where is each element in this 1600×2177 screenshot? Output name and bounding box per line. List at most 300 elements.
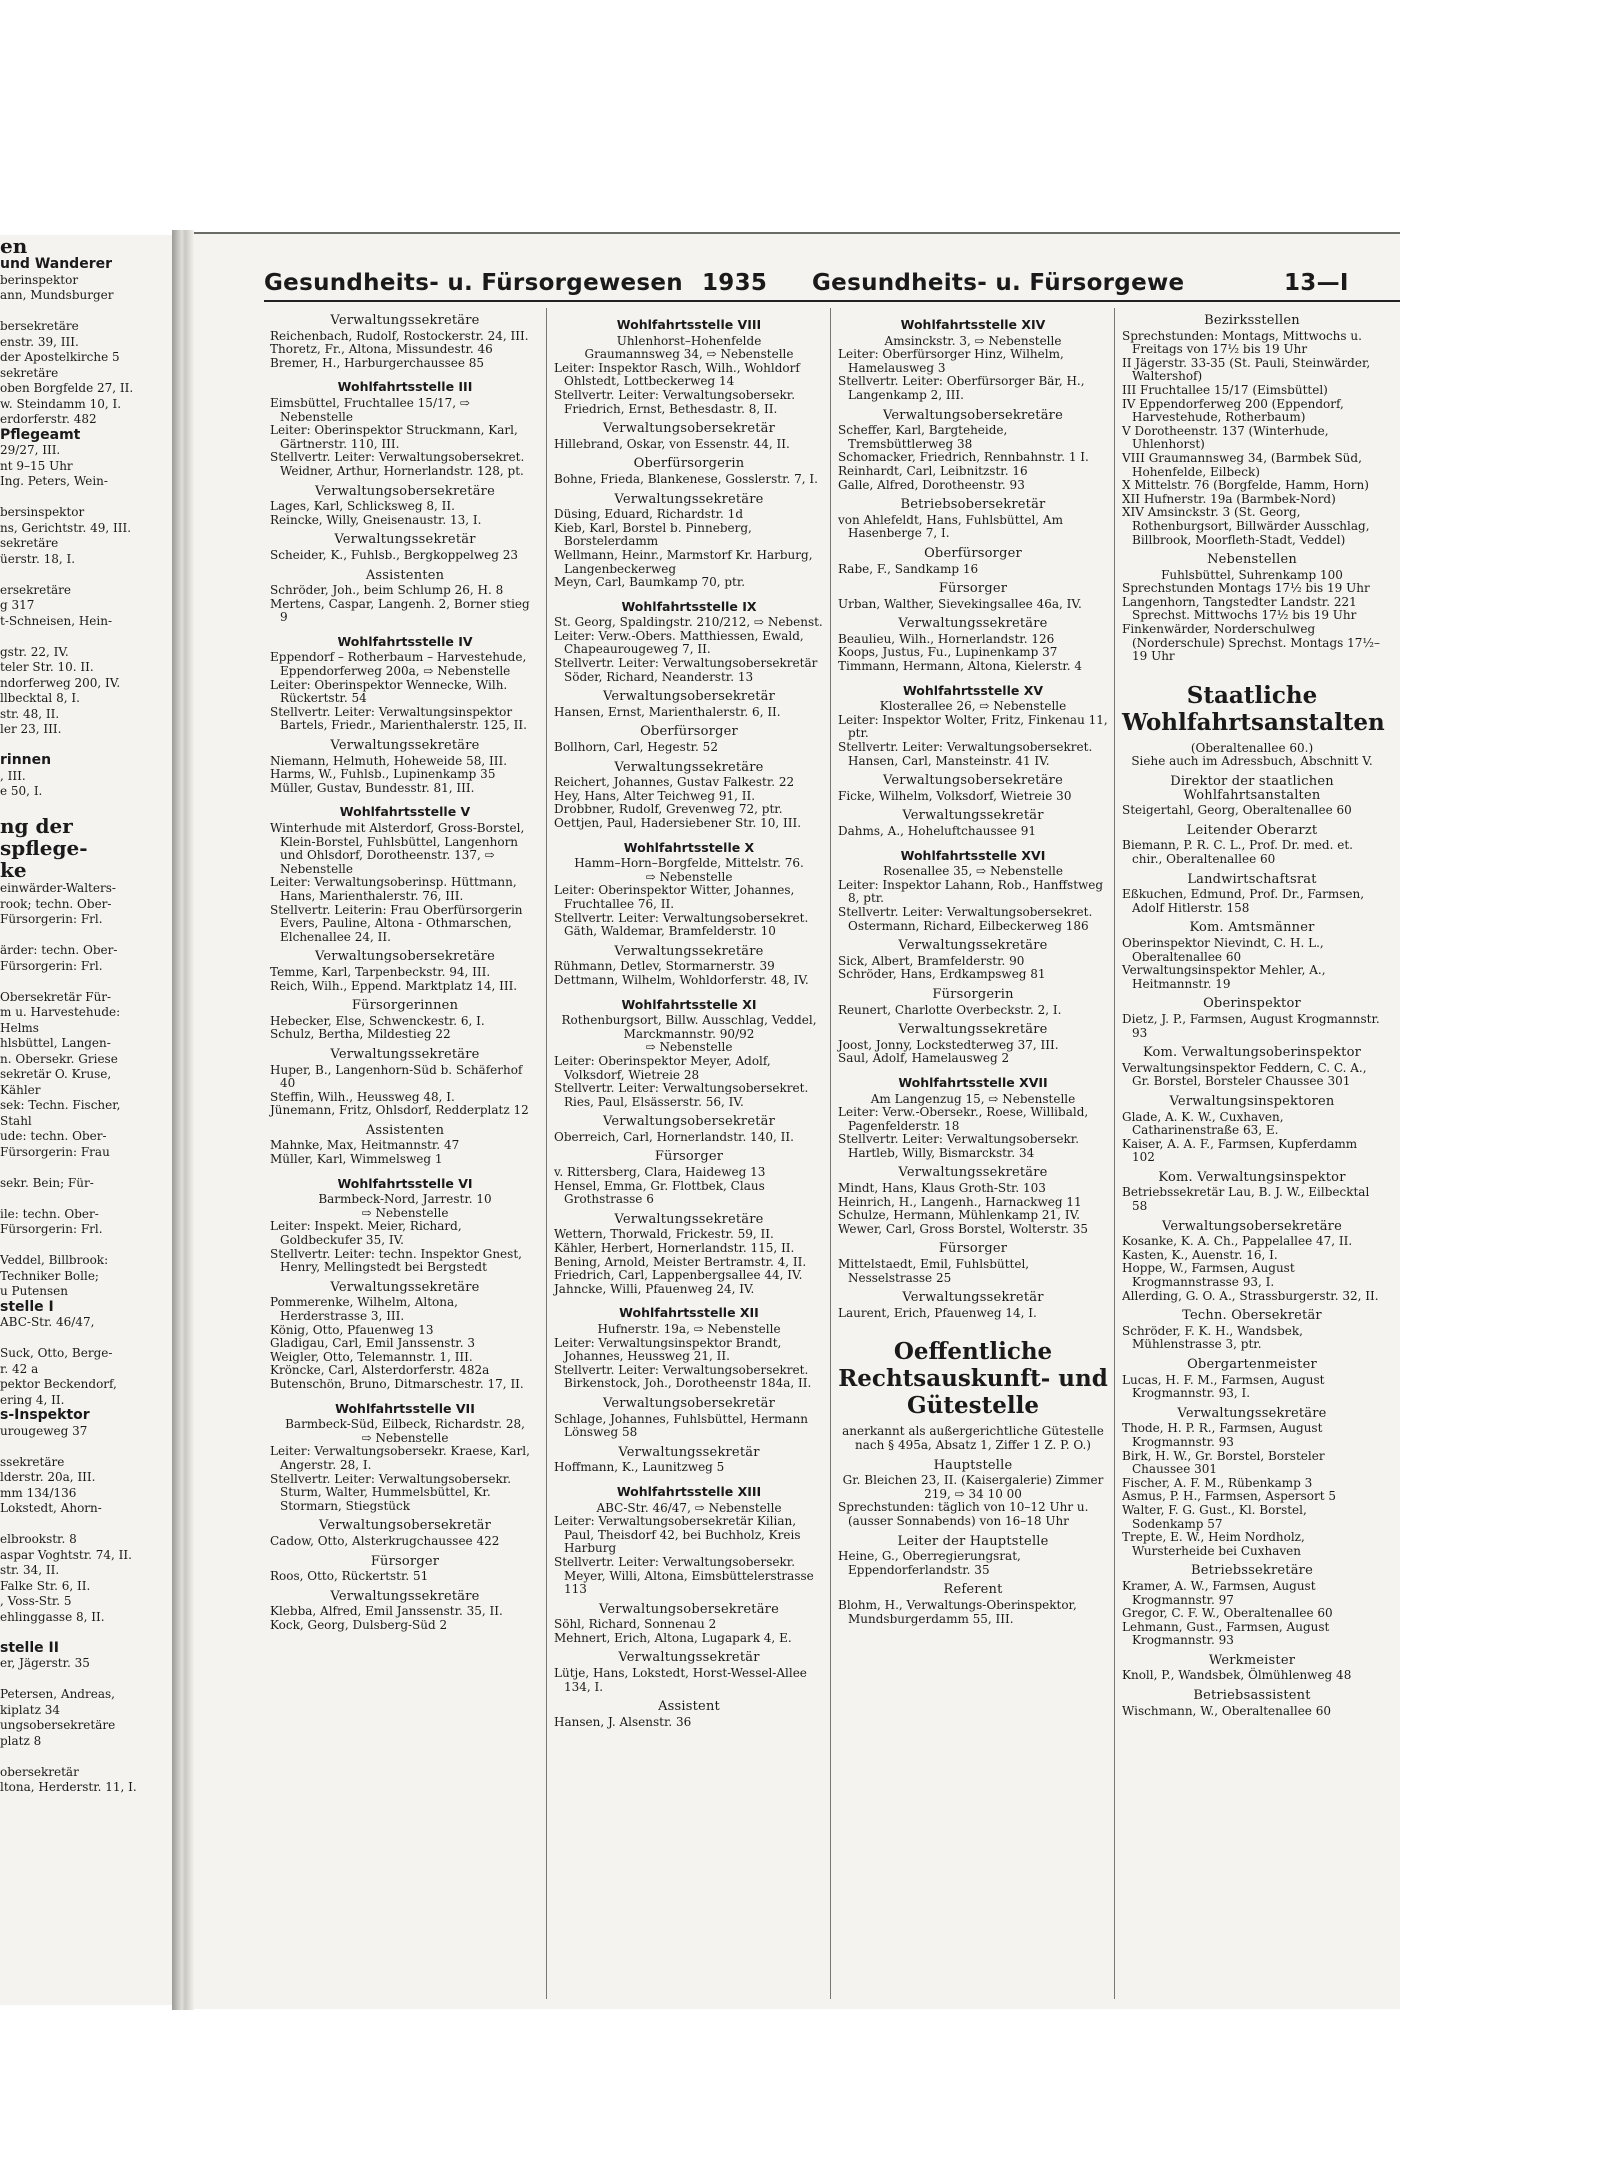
subsection-heading: Oberfürsorgerin (633, 456, 745, 472)
subsection-heading: Assistenten (365, 567, 445, 583)
directory-entry: Schröder, Joh., beim Schlump 26, H. 8 (270, 583, 504, 598)
directory-entry: Leiter: Oberinspektor Struckmann, Karl, Gärtnerstr. 110, III. (270, 423, 518, 451)
directory-entry: Thode, H. P. R., Farmsen, August Krogmannstr. 93 (1122, 1421, 1323, 1449)
fragment-heading: ke (0, 858, 27, 882)
directory-entry: Betriebssekretär Lau, B. J. W., Eilbecktal 58 (1122, 1185, 1370, 1214)
fragment-line (0, 1331, 172, 1347)
fragment-line: Stahl (0, 1113, 32, 1128)
subsection-heading: Betriebsobersekretär (900, 497, 1046, 513)
fragment-line: w. Steindamm 10, I. (0, 396, 122, 411)
directory-entry: Oettjen, Paul, Hadersiebener Str. 10, III. (554, 816, 802, 830)
subsection-heading: Verwaltungsinspektoren (1169, 1093, 1335, 1109)
section-heading: Wohlfahrtsstelle XV (902, 682, 1044, 698)
directory-entry: Meyn, Carl, Baumkamp 70, ptr. (554, 575, 746, 590)
fragment-line (0, 1517, 172, 1533)
subsection-heading: Verwaltungsobersekretäre (1162, 1218, 1342, 1234)
subsection-heading: Verwaltungssekretär (618, 1444, 760, 1460)
centered-line: Fuhlsbüttel, Suhrenkamp 100 (1161, 567, 1343, 582)
directory-entry: Stellvertr. Leiterin: Frau Oberfürsorgerin Evers, Pauline, Altona - Othmarschen, Elchenallee 24, II. (270, 902, 523, 944)
fragment-line: bersekretäre (0, 319, 79, 333)
subsection-heading: Assistent (658, 1699, 720, 1715)
fragment-line: ltona, Herderstr. 11, I. (0, 1780, 137, 1794)
directory-entry: VIII Graumannsweg 34, (Barmbek Süd, Hohenfelde, Eilbeck) (1122, 450, 1362, 479)
directory-entry: Reichenbach, Rudolf, Rostockerstr. 24, III. (270, 328, 529, 343)
directory-entry: Leiter: Verw.-Obers. Matthiessen, Ewald, Chapeaurougeweg 7, II. (554, 628, 804, 657)
subsection-heading: Verwaltungsobersekretäre (315, 949, 495, 965)
fragment-line: obersekretär (0, 1764, 79, 1779)
directory-entry: Bremer, H., Harburgerchaussee 85 (270, 355, 485, 370)
directory-entry: Eimsbüttel, Fruchtallee 15/17, ⇨ Nebenstelle (270, 395, 470, 424)
subsection-heading: Fürsorgerinnen (351, 998, 459, 1014)
subsection-heading: Verwaltungssekretäre (614, 1211, 764, 1227)
directory-entry: V Dorotheenstr. 137 (Winterhude, Uhlenhorst) (1122, 423, 1329, 452)
fragment-line (0, 567, 172, 583)
directory-entry: Saul, Adolf, Hamelausweg 2 (838, 1051, 1010, 1066)
directory-entry: Huper, B., Langenhorn-Süd b. Schäferhof 40 (270, 1062, 523, 1091)
subsection-heading: Verwaltungssekretär (902, 1290, 1044, 1306)
fragment-line: e 50, I. (0, 784, 43, 798)
fragment-line: , III. (0, 768, 26, 783)
section-heading: Wohlfahrtsstelle V (339, 804, 471, 820)
directory-entry: Oberinspektor Nievindt, C. H. L., Oberaltenallee 60 (1122, 935, 1324, 964)
centered-line: ⇨ Nebenstelle (361, 1430, 449, 1445)
fragment-heading: ng der (0, 814, 73, 838)
directory-entry: Drobbner, Rudolf, Grevenweg 72, ptr. (554, 802, 783, 817)
directory-entry: Bollhorn, Carl, Hegestr. 52 (554, 740, 718, 755)
book-gutter (172, 230, 194, 2010)
subsection-heading: Landwirtschaftsrat (1187, 871, 1317, 887)
directory-entry: Schröder, Hans, Erdkampsweg 81 (838, 967, 1046, 982)
subsection-heading: Assistenten (365, 1122, 445, 1138)
directory-entry: Schulze, Hermann, Mühlenkamp 21, IV. (838, 1208, 1080, 1223)
fragment-line: Petersen, Andreas, (0, 1687, 115, 1701)
directory-entry: Urban, Walther, Sievekingsallee 46a, IV. (838, 596, 1082, 611)
directory-entry: Lucas, H. F. M., Farmsen, August Krogmannstr. 93, I. (1122, 1372, 1325, 1401)
directory-entry: Trepte, E. W., Heim Nordholz, Wursterheide bei Cuxhaven (1122, 1530, 1305, 1558)
column-4 (1116, 308, 1388, 1999)
subsection-heading: Verwaltungssekretäre (898, 1022, 1048, 1038)
fragment-line: ile: techn. Ober- (0, 1206, 99, 1221)
directory-entry: Walter, F. G. Gust., Kl. Borstel, Sodenkamp 57 (1122, 1502, 1307, 1531)
directory-entry: Leiter: Oberinspektor Witter, Johannes, Fruchtallee 76, II. (554, 883, 795, 911)
section-heading: Wohlfahrtsstelle XIII (616, 1483, 762, 1499)
centered-line: Rosenallee 35, ⇨ Nebenstelle (883, 864, 1063, 879)
subsection-heading: Verwaltungssekretär (334, 532, 476, 548)
subsection-heading: Verwaltungssekretär (902, 808, 1044, 824)
fragment-heading: rinnen (0, 752, 52, 768)
column-1 (264, 308, 547, 1999)
header-year: 1935 (702, 270, 768, 296)
directory-entry: Birk, H. W., Gr. Borstel, Borsteler Chaussee 301 (1122, 1448, 1325, 1477)
directory-entry: Wewer, Carl, Gross Borstel, Wolterstr. 35 (838, 1221, 1088, 1236)
directory-entry: Heine, G., Oberregierungsrat, Eppendorferlandstr. 35 (838, 1549, 1021, 1577)
directory-entry: Stellvertr. Leiter: Verwaltungsobersekr. Meyer, Willi, Altona, Eimsbüttelerstrasse 113 (554, 1554, 814, 1597)
subsection-heading: Verwaltungssekretäre (898, 1165, 1048, 1181)
subsection-heading: Techn. Obersekretär (1182, 1308, 1322, 1324)
fragment-line: er, Jägerstr. 35 (0, 1656, 90, 1670)
fragment-line: oben Borgfelde 27, II. (0, 381, 134, 395)
directory-entry: Temme, Karl, Tarpenbeckstr. 94, III. (270, 964, 491, 979)
directory-entry: Stellvertr. Leiter: Verwaltungsobersekret. Weidner, Arthur, Hornerlandstr. 128, pt. (270, 450, 525, 478)
directory-entry: Hensel, Emma, Gr. Flottbek, Claus Grothstrasse 6 (554, 1178, 765, 1207)
fragment-line (0, 629, 172, 645)
section-heading: Wohlfahrtsstelle III (337, 379, 473, 395)
directory-entry: Heinrich, H., Langenh., Harnackweg 11 (838, 1194, 1082, 1209)
centered-line: Rothenburgsort, Billw. Ausschlag, Veddel, Marckmannstr. 90/92 (561, 1013, 817, 1041)
fragment-line: u Putensen (0, 1284, 68, 1298)
section-heading: Wohlfahrtsstelle XI (621, 996, 757, 1012)
subsection-heading: Verwaltungsobersekretäre (883, 407, 1063, 423)
subsection-heading: Oberfürsorger (640, 724, 738, 740)
directory-entry: König, Otto, Pfauenweg 13 (270, 1322, 434, 1337)
subsection-heading: Verwaltungssekretär (618, 1650, 760, 1666)
directory-entry: Roos, Otto, Rückertstr. 51 (270, 1569, 429, 1584)
fragment-line: str. 34, II. (0, 1563, 60, 1577)
subsection-heading: Verwaltungssekretäre (330, 738, 480, 754)
section-heading: Wohlfahrtsstelle XII (619, 1305, 759, 1321)
directory-entry: II Jägerstr. 33-35 (St. Pauli, Steinwärder, Waltershof) (1122, 355, 1371, 384)
subsection-heading: Verwaltungssekretäre (898, 938, 1048, 954)
running-header (264, 262, 1400, 302)
directory-entry: Kieb, Karl, Borstel b. Pinneberg, Borstelerdamm (554, 520, 752, 549)
directory-entry: Söhl, Richard, Sonnenau 2 (554, 1617, 717, 1632)
fragment-line (0, 490, 172, 506)
directory-entry: Allerding, G. O. A., Strassburgerstr. 32, II. (1122, 1288, 1379, 1303)
fragment-line: Veddel, Billbrook: (0, 1253, 109, 1267)
fragment-line: Fürsorgerin: Frau (0, 1144, 110, 1159)
directory-entry: Hillebrand, Oskar, von Essenstr. 44, II. (554, 436, 790, 451)
fragment-line: mm 134/136 (0, 1485, 77, 1500)
directory-entry: Rühmann, Detlev, Stormarnerstr. 39 (554, 959, 775, 974)
directory-entry: Stellvertr. Leiter: Verwaltungsobersekret. Ries, Paul, Elsässerstr. 56, IV. (554, 1081, 809, 1109)
directory-entry: Blohm, H., Verwaltungs-Oberinspektor, Mundsburgerdamm 55, III. (838, 1597, 1077, 1626)
directory-entry: Leiter: Verw.-Obersekr., Roese, Willibald, Pagenfelderstr. 18 (838, 1105, 1089, 1133)
major-heading: Oeffentliche Rechtsauskunft- und Gütestelle (838, 1338, 1108, 1420)
directory-entry: Hoppe, W., Farmsen, August Krogmannstrasse 93, I. (1122, 1261, 1295, 1290)
directory-entry: Sprechstunden: täglich von 10–12 Uhr u. (ausser Sonnabends) von 16–18 Uhr (838, 1500, 1089, 1528)
fragment-line: Kähler (0, 1082, 41, 1097)
fragment-line: ABC-Str. 46/47, (0, 1315, 95, 1329)
directory-entry: Stellvertr. Leiter: techn. Inspektor Gnest, Henry, Mellingstedt bei Bergstedt (270, 1246, 522, 1275)
fragment-line: Techniker Bolle; (0, 1268, 99, 1283)
directory-entry: Gladigau, Carl, Emil Janssenstr. 3 (270, 1336, 475, 1351)
directory-entry: Kasten, K., Auenstr. 16, I. (1122, 1247, 1278, 1262)
directory-entry: Beaulieu, Wilh., Hornerlandstr. 126 (838, 631, 1055, 646)
section-heading: Wohlfahrtsstelle IV (337, 633, 473, 649)
section-heading: Wohlfahrtsstelle VII (335, 1400, 475, 1416)
fragment-line (0, 974, 172, 990)
directory-entry: Eppendorf – Rotherbaum – Harvestehude, Eppendorferweg 200a, ⇨ Nebenstelle (270, 650, 527, 679)
directory-entry: Galle, Alfred, Dorotheenstr. 93 (838, 477, 1025, 492)
directory-entry: Lehmann, Gust., Farmsen, August Krogmannstr. 93 (1122, 1619, 1330, 1648)
directory-entry: Leiter: Verwaltungsobersekretär Kilian, Paul, Theisdorf 42, bei Buchholz, Kreis Harburg (554, 1514, 801, 1556)
subsection-heading: Verwaltungssekretäre (898, 616, 1048, 632)
centered-line: Barmbeck-Süd, Eilbeck, Richardstr. 28, (285, 1417, 525, 1432)
directory-entry: Schröder, F. K. H., Wandsbek, Mühlenstrasse 3, ptr. (1122, 1323, 1303, 1352)
directory-entry: Reichert, Johannes, Gustav Falkestr. 22 (554, 775, 795, 790)
directory-entry: Reinhardt, Carl, Leibnitzstr. 16 (838, 463, 1028, 478)
directory-entry: Hoffmann, K., Launitzweg 5 (554, 1460, 725, 1475)
directory-entry: Leiter: Inspekt. Meier, Richard, Goldbeckufer 35, IV. (270, 1219, 462, 1248)
directory-entry: Stellvertr. Leiter: Verwaltungsobersekr. Friedrich, Ernst, Bethesdastr. 8, II. (554, 387, 796, 416)
directory-entry: Fischer, A. F. M., Rübenkamp 3 (1122, 1475, 1313, 1490)
directory-entry: Kröncke, Carl, Alsterdorferstr. 482a (270, 1363, 490, 1378)
subsection-heading: Betriebssekretäre (1191, 1563, 1313, 1579)
subsection-heading: Kom. Verwaltungsoberinspektor (1142, 1045, 1362, 1061)
directory-entry: Stellvertr. Leiter: Oberfürsorger Bär, H., Langenkamp 2, III. (838, 374, 1085, 402)
centered-line: anerkannt als außergerichtliche Gütestelle nach § 495a, Absatz 1, Ziffer 1 Z. P. O.) (842, 1424, 1104, 1452)
directory-entry: Jahncke, Willi, Pfauenweg 24, IV. (554, 1281, 755, 1296)
fragment-line (0, 738, 172, 754)
directory-entry: Leiter: Oberfürsorger Hinz, Wilhelm, Hamelausweg 3 (838, 347, 1064, 375)
subsection-heading: Fürsorgerin (932, 986, 1014, 1002)
fragment-line: enstr. 39, III. (0, 334, 79, 349)
directory-entry: Leiter: Inspektor Lahann, Rob., Hanffstweg 8, ptr. (838, 877, 1104, 906)
centered-line: Graumannsweg 34, ⇨ Nebenstelle (584, 347, 794, 362)
directory-entry: Weigler, Otto, Telemannstr. 1, III. (270, 1349, 473, 1364)
fragment-heading: stelle II (0, 1639, 59, 1656)
fragment-line: der Apostelkirche 5 (0, 350, 120, 364)
centered-line: Siehe auch im Adressbuch, Abschnitt V. (1131, 754, 1373, 769)
subsection-heading: Kom. Amtsmänner (1189, 920, 1315, 936)
fragment-line: Fürsorgerin: Frl. (0, 912, 103, 926)
directory-entry: Leiter: Verwaltungsobersekr. Kraese, Karl, Angerstr. 28, I. (270, 1444, 530, 1472)
centered-line: Hamm–Horn–Borgfelde, Mittelstr. 76. (574, 856, 804, 871)
subsection-heading: Verwaltungssekretäre (614, 759, 764, 775)
directory-entry: Schulz, Bertha, Mildestieg 22 (270, 1027, 451, 1042)
fragment-line: nt 9–15 Uhr (0, 458, 73, 473)
subsection-heading: Verwaltungsobersekretäre (599, 1601, 779, 1617)
fragment-heading: und Wanderer (0, 256, 113, 272)
subsection-heading: Oberinspektor (1203, 996, 1301, 1012)
fragment-line (0, 1238, 172, 1254)
subsection-heading: Direktor der staatlichen Wohlfahrtsanstalten (1170, 774, 1334, 803)
fragment-heading: en (0, 235, 28, 258)
directory-entry: Stellvertr. Leiter: Verwaltungsobersekret. Birkenstock, Joh., Dorotheenstr 184a, II. (554, 1362, 812, 1391)
section-heading: Wohlfahrtsstelle IX (621, 598, 757, 614)
fragment-line: ude: techn. Ober- (0, 1129, 107, 1143)
directory-entry: Reincke, Willy, Gneisenaustr. 13, I. (270, 512, 482, 527)
directory-entry: Stellvertr. Leiter: Verwaltungsobersekret. Hansen, Carl, Mansteinstr. 41 IV. (838, 740, 1093, 768)
fragment-line: ann, Mundsburger (0, 288, 114, 302)
fragment-line: ersekretäre (0, 582, 72, 597)
directory-entry: Rabe, F., Sandkamp 16 (838, 561, 979, 576)
fragment-line: üerstr. 18, I. (0, 551, 76, 566)
subsection-heading: Verwaltungsobersekretär (318, 1518, 492, 1534)
subsection-heading: Fürsorger (370, 1553, 440, 1569)
directory-entry: Eßkuchen, Edmund, Prof. Dr., Farmsen, Adolf Hitlerstr. 158 (1122, 887, 1365, 915)
section-heading: Wohlfahrtsstelle XVII (898, 1074, 1048, 1090)
subsection-heading: Verwaltungsobersekretär (602, 689, 776, 705)
directory-entry: Stellvertr. Leiter: Verwaltungsobersekr. Sturm, Walter, Hummelsbüttel, Kr. Stormarn, Stiegstück (270, 1471, 512, 1513)
directory-entry: Scheider, K., Fuhlsb., Bergkoppelweg 23 (270, 547, 519, 562)
centered-line: (Oberaltenallee 60.) (1190, 740, 1314, 755)
subsection-heading: Verwaltungssekretäre (330, 1279, 480, 1295)
directory-entry: Gregor, C. F. W., Oberaltenallee 60 (1122, 1606, 1333, 1621)
directory-entry: Butenschön, Bruno, Ditmarschestr. 17, II. (270, 1376, 524, 1391)
directory-entry: Mertens, Caspar, Langenh. 2, Borner stieg 9 (270, 596, 530, 625)
text-columns (264, 308, 1390, 1999)
directory-entry: Timmann, Hermann, Altona, Kielerstr. 4 (838, 659, 1083, 674)
directory-entry: Verwaltungsinspektor Feddern, C. C. A., Gr. Borstel, Borsteler Chaussee 301 (1122, 1060, 1367, 1089)
directory-entry: Pommerenke, Wilhelm, Altona, Herderstrasse 3, III. (270, 1295, 458, 1323)
centered-line: Hufnerstr. 19a, ⇨ Nebenstelle (597, 1322, 781, 1336)
subsection-heading: Bezirksstellen (1204, 313, 1300, 328)
fragment-line: g 317 (0, 598, 35, 612)
subsection-heading: Betriebsassistent (1193, 1688, 1311, 1704)
directory-entry: Wettern, Thorwald, Frickestr. 59, II. (554, 1227, 774, 1242)
subsection-heading: Verwaltungsobersekretär (602, 1395, 776, 1411)
directory-entry: Scheffer, Karl, Bargteheide, Tremsbüttlerweg 38 (838, 423, 1008, 451)
directory-entry: Bohne, Frieda, Blankenese, Gosslerstr. 7, I. (554, 471, 818, 486)
directory-entry: Dahms, A., Hoheluftchaussee 91 (838, 824, 1037, 838)
subsection-heading: Fürsorger (654, 1149, 724, 1165)
fragment-line: einwärder-Walters- (0, 881, 116, 895)
fragment-line (0, 800, 172, 816)
directory-entry: Reich, Wilh., Eppend. Marktplatz 14, III. (270, 978, 518, 993)
fragment-line: Fürsorgerin: Frl. (0, 1222, 103, 1236)
subsection-heading: Verwaltungssekretäre (330, 1046, 480, 1062)
directory-entry: Reunert, Charlotte Overbeckstr. 2, I. (838, 1002, 1062, 1017)
fragment-line: rook; techn. Ober- (0, 896, 112, 911)
directory-entry: XIV Amsinckstr. 3 (St. Georg, Rothenburgsort, Billwärder Ausschlag, Billbrook, Moorfleth-Stadt, Veddel) (1122, 505, 1370, 547)
section-heading: Wohlfahrtsstelle VI (337, 1175, 473, 1191)
major-heading: Staatliche Wohlfahrtsanstalten (1122, 681, 1385, 736)
fragment-heading: stelle I (0, 1298, 54, 1315)
fragment-line: Fürsorgerin: Frl. (0, 958, 103, 973)
fragment-line: t-Schneisen, Hein- (0, 613, 113, 628)
subsection-heading: Verwaltungssekretäre (330, 1588, 480, 1604)
fragment-line: Ing. Peters, Wein- (0, 474, 108, 488)
fragment-line (0, 1191, 172, 1207)
centered-line: ⇨ Nebenstelle (645, 869, 733, 884)
directory-entry: Asmus, P. H., Farmsen, Aspersort 5 (1122, 1489, 1337, 1504)
directory-entry: Leiter: Oberinspektor Wennecke, Wilh. Rückertstr. 54 (270, 677, 508, 706)
directory-entry: v. Rittersberg, Clara, Haideweg 13 (554, 1165, 766, 1180)
fragment-line: Falke Str. 6, II. (0, 1578, 91, 1593)
page-number: 13—I (1284, 270, 1349, 296)
column-2 (548, 308, 831, 1999)
directory-entry: Oberreich, Carl, Hornerlandstr. 140, II. (554, 1129, 794, 1144)
subsection-heading: Verwaltungsobersekretär (602, 421, 776, 437)
directory-entry: Bening, Arnold, Meister Bertramstr. 4, II. (554, 1254, 807, 1269)
directory-entry: Mindt, Hans, Klaus Groth-Str. 103 (838, 1181, 1046, 1196)
fragment-line: sekretäre (0, 536, 59, 550)
subsection-heading: Nebenstellen (1207, 552, 1297, 568)
fragment-line: teler Str. 10. II. (0, 660, 94, 674)
fragment-line: lderstr. 20a, III. (0, 1470, 96, 1484)
directory-entry: Lages, Karl, Schlicksweg 8, II. (270, 499, 455, 514)
section-heading: Wohlfahrtsstelle X (623, 839, 755, 855)
subsection-heading: Fürsorger (938, 1241, 1008, 1257)
directory-entry: X Mittelstr. 76 (Borgfelde, Hamm, Horn) (1122, 478, 1369, 493)
fragment-line (0, 1749, 172, 1765)
directory-entry: Stellvertr. Leiter: Verwaltungsobersekret. Gäth, Waldemar, Bramfelderstr. 10 (554, 910, 809, 939)
fragment-line: aspar Voghtstr. 74, II. (0, 1547, 132, 1562)
centered-line: Amsinckstr. 3, ⇨ Nebenstelle (884, 333, 1062, 348)
header-left-title: Gesundheits- u. Fürsorgewesen (264, 270, 683, 296)
directory-entry: Müller, Gustav, Bundesstr. 81, III. (270, 780, 475, 795)
directory-entry: Cadow, Otto, Alsterkrugchaussee 422 (270, 1533, 500, 1548)
directory-entry: Schomacker, Friedrich, Rennbahnstr. 1 I. (838, 450, 1089, 465)
fragment-line: , Voss-Str. 5 (0, 1594, 72, 1608)
fragment-line: hlsbüttel, Langen- (0, 1036, 111, 1050)
fragment-line: ssekretäre (0, 1454, 65, 1469)
fragment-line: berinspektor (0, 272, 79, 287)
fragment-line: Suck, Otto, Berge- (0, 1346, 113, 1360)
fragment-line: Helms (0, 1020, 39, 1035)
fragment-heading: spflege- (0, 836, 88, 860)
directory-entry: Leiter: Inspektor Rasch, Wilh., Wohldorf Ohlstedt, Lottbeckerweg 14 (554, 360, 800, 389)
directory-entry: Sprechstunden Montags 17½ bis 19 Uhr (1122, 581, 1370, 596)
directory-entry: Niemann, Helmuth, Hoheweide 58, III. (270, 753, 508, 768)
subsection-heading: Referent (943, 1582, 1003, 1598)
directory-entry: Knoll, P., Wandsbek, Ölmühlenweg 48 (1122, 1668, 1352, 1683)
fragment-line: erdorferstr. 482 (0, 412, 97, 426)
fragment-line (0, 1625, 172, 1641)
subsection-heading: Obergartenmeister (1187, 1357, 1317, 1372)
directory-entry: Schlage, Johannes, Fuhlsbüttel, Hermann Lönsweg 58 (554, 1411, 809, 1440)
fragment-line: ns, Gerichtstr. 49, III. (0, 520, 132, 535)
fragment-line: llbecktal 8, I. (0, 691, 80, 705)
directory-entry: Dietz, J. P., Farmsen, August Krogmannstr. 93 (1122, 1011, 1380, 1040)
directory-entry: Finkenwärder, Norderschulweg (Norderschule) Sprechst. Montags 17½–19 Uhr (1122, 622, 1381, 664)
fragment-line: ndorferweg 200, IV. (0, 675, 121, 690)
fragment-line (0, 1439, 172, 1455)
directory-entry: Hebecker, Else, Schwenckestr. 6, I. (270, 1013, 485, 1028)
subsection-heading: Verwaltungsobersekretär (602, 1114, 776, 1130)
directory-entry: Müller, Karl, Wimmelsweg 1 (270, 1152, 443, 1167)
directory-entry: Steffin, Wilh., Heussweg 48, I. (270, 1089, 455, 1104)
directory-entry: Jünemann, Fritz, Ohlsdorf, Redderplatz 12 (270, 1103, 529, 1118)
directory-entry: Kosanke, K. A. Ch., Pappelallee 47, II. (1122, 1234, 1353, 1249)
directory-entry: Leiter: Verwaltungsinspektor Brandt, Johannes, Heussweg 21, II. (554, 1335, 782, 1364)
fragment-line: ärder: techn. Ober- (0, 943, 118, 957)
section-heading: Wohlfahrtsstelle VIII (616, 317, 762, 332)
fragment-line: Lokstedt, Ahorn- (0, 1501, 102, 1515)
directory-entry: III Fruchtallee 15/17 (Eimsbüttel) (1122, 382, 1328, 397)
directory-entry: Mahnke, Max, Heitmannstr. 47 (270, 1138, 460, 1153)
subsection-heading: Leitender Oberarzt (1186, 822, 1318, 838)
subsection-heading: Verwaltungsobersekretäre (883, 773, 1063, 789)
directory-entry: XII Hufnerstr. 19a (Barmbek-Nord) (1122, 491, 1336, 506)
subsection-heading: Verwaltungssekretäre (614, 943, 764, 959)
fragment-heading: s-Inspektor (0, 1407, 90, 1423)
subsection-heading: Kom. Verwaltungsinspektor (1158, 1169, 1346, 1185)
centered-line: ⇨ Nebenstelle (645, 1040, 733, 1055)
fragment-line: sekr. Bein; Für- (0, 1175, 94, 1190)
subsection-heading: Fürsorger (938, 581, 1008, 597)
fragment-line: pektor Beckendorf, (0, 1377, 117, 1391)
fragment-line: sekretäre (0, 365, 59, 380)
directory-entry: Joost, Jonny, Lockstedterweg 37, III. (838, 1037, 1059, 1052)
fragment-line: r. 42 a (0, 1361, 39, 1376)
fragment-line (0, 1160, 172, 1176)
directory-entry: Hey, Hans, Alter Teichweg 91, II. (554, 788, 756, 803)
subsection-heading: Verwaltungsobersekretäre (315, 483, 495, 499)
fragment-line: kiplatz 34 (0, 1702, 61, 1717)
directory-entry: Steigertahl, Georg, Oberaltenallee 60 (1122, 803, 1352, 818)
directory-entry: Stellvertr. Leiter: Verwaltungsobersekret. Ostermann, Richard, Eilbeckerweg 186 (838, 904, 1093, 933)
directory-entry: Friedrich, Carl, Lappenbergsallee 44, IV. (554, 1268, 803, 1283)
fragment-line: platz 8 (0, 1733, 42, 1748)
centered-line: Barmbeck-Nord, Jarrestr. 10 (318, 1192, 492, 1207)
directory-entry: Kock, Georg, Dulsberg-Süd 2 (270, 1617, 448, 1632)
directory-entry: Kramer, A. W., Farmsen, August Krogmannstr. 97 (1122, 1578, 1316, 1607)
directory-entry: Stellvertr. Leiter: Verwaltungsinspektor Bartels, Friedr., Marienthalerstr. 125, II. (270, 704, 527, 733)
fragment-line: ungsobersekretäre (0, 1718, 116, 1732)
directory-entry: Sprechstunden: Montags, Mittwochs u. Freitags von 17½ bis 19 Uhr (1122, 328, 1362, 357)
